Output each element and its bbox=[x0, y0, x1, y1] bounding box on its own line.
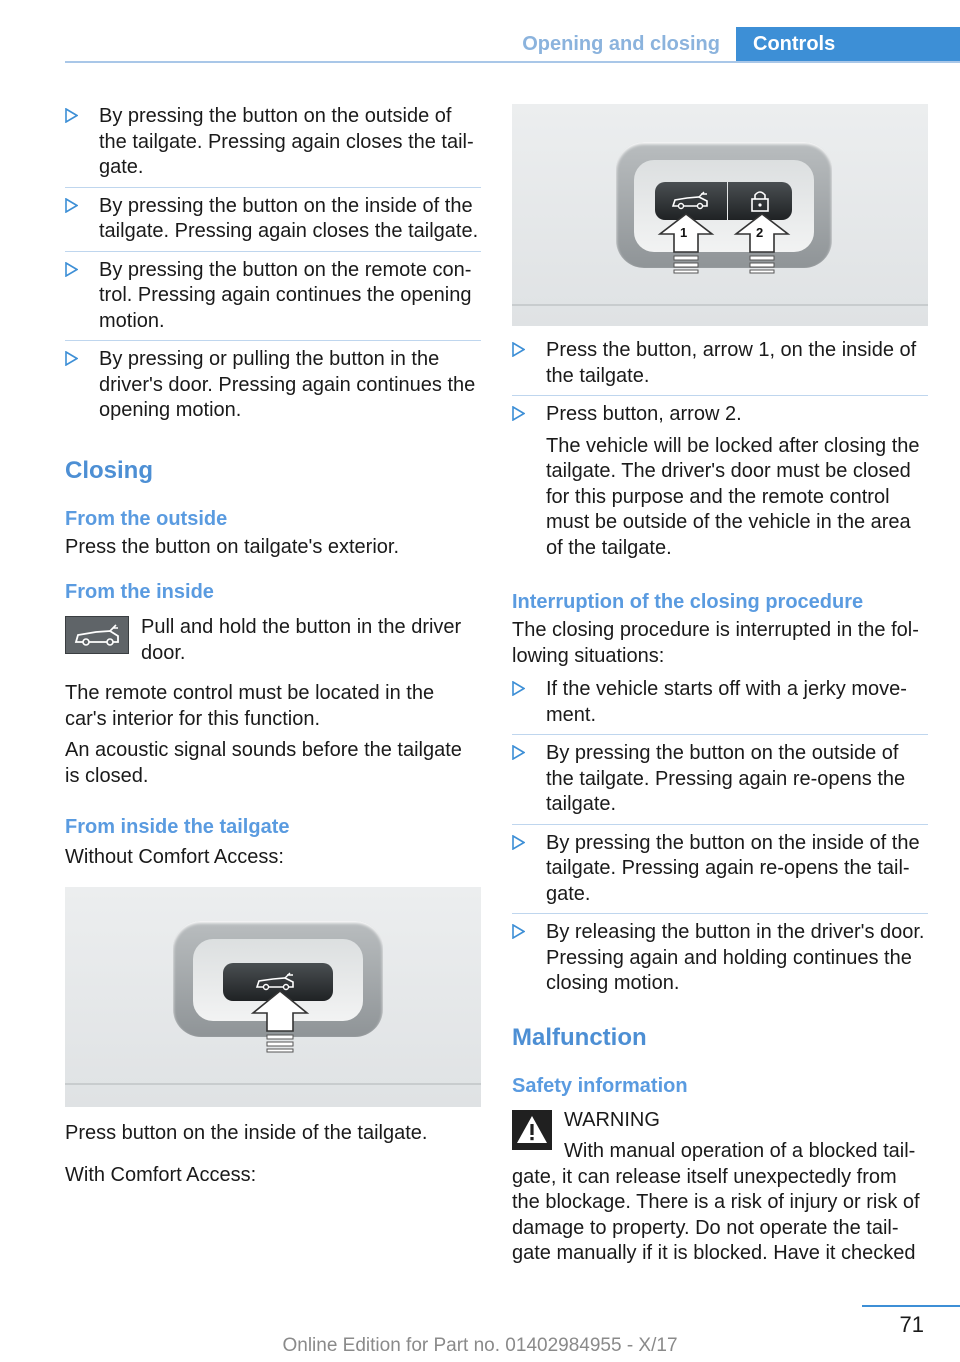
interruption-heading: Interruption of the closing procedure bbox=[512, 591, 864, 613]
list-item-text: By pressing the button on the remote con‐trol. Pressing again continues the opening motion. bbox=[99, 258, 472, 332]
triangle-bullet-icon bbox=[512, 406, 526, 422]
figure-seam bbox=[65, 1083, 481, 1085]
triangle-bullet-icon bbox=[65, 198, 79, 214]
figure-caption: Press button on the inside of the tailgate. bbox=[65, 1121, 428, 1144]
warning-text-line: With manual operation of a blocked tail‐ bbox=[564, 1140, 916, 1162]
two-button-figure bbox=[512, 104, 928, 326]
left-column bbox=[65, 104, 481, 1189]
triangle-bullet-icon bbox=[512, 745, 526, 761]
opening-list bbox=[65, 104, 481, 430]
list-item-subtext: The vehicle will be locked after closing the tailgate. The driver's door must be closed for this purpose and the remote control must be outside of the vehicle in the area of the tailgate. bbox=[546, 434, 920, 559]
figure-seam bbox=[512, 304, 928, 306]
closing-heading: Closing bbox=[65, 456, 153, 484]
inside-icon-text: Pull and hold the button in the driver door. bbox=[141, 616, 462, 664]
comfort-access-list bbox=[512, 338, 928, 567]
malfunction-heading: Malfunction bbox=[512, 1023, 647, 1051]
list-item-text: Press the button, arrow 1, on the inside of the tailgate. bbox=[546, 339, 917, 387]
header-section-title: Opening and closing bbox=[522, 33, 720, 55]
arrow-1-label: 1 bbox=[680, 225, 688, 240]
triangle-bullet-icon bbox=[512, 342, 526, 358]
header-chapter-tab: Controls bbox=[736, 27, 960, 61]
list-item bbox=[512, 338, 928, 396]
without-comfort-access-text: Without Comfort Access: bbox=[65, 846, 284, 868]
warning-text: gate, it can release itself unexpectedly from the blockage. There is a risk of injury or risk of damage to property. Do not operate the tail‐gate manually if it is blocked. Have it checked bbox=[512, 1165, 920, 1264]
from-inside-tailgate-heading: From inside the tailgate bbox=[65, 816, 290, 838]
list-item-text: By pressing or pulling the button in the driver's door. Pressing again continues the opening motion. bbox=[99, 348, 476, 421]
warning-block bbox=[512, 1108, 928, 1165]
safety-information-heading: Safety information bbox=[512, 1074, 688, 1097]
list-item-text: By pressing the button on the outside of the tailgate. Pressing again re-opens the tailgate. bbox=[546, 742, 906, 815]
triangle-bullet-icon bbox=[512, 835, 526, 851]
inside-icon-note bbox=[65, 615, 481, 666]
list-item-text: By pressing the button on the inside of the tailgate. Pressing again re-opens the tail‐gate. bbox=[546, 831, 920, 905]
arrow-icon bbox=[245, 987, 315, 1053]
interruption-list bbox=[512, 677, 928, 1003]
list-item-text: By pressing the button on the outside of the tailgate. Pressing again closes the tail‐gate. bbox=[99, 105, 474, 178]
from-outside-text: Press the button on tailgate's exterior. bbox=[65, 535, 400, 558]
list-item bbox=[512, 831, 928, 915]
warning-icon bbox=[512, 1110, 552, 1150]
list-item bbox=[65, 104, 481, 188]
footer-rule bbox=[862, 1305, 960, 1307]
list-item bbox=[512, 920, 928, 1003]
list-item bbox=[65, 258, 481, 342]
triangle-bullet-icon bbox=[65, 351, 79, 367]
triangle-bullet-icon bbox=[512, 681, 526, 697]
inside-paragraph-2: An acoustic signal sounds before the tailgate is closed. bbox=[65, 739, 462, 787]
page-number: 71 bbox=[899, 1312, 924, 1337]
tailgate-icon bbox=[65, 616, 129, 654]
interruption-text: The closing procedure is interrupted in the fol‐lowing situations: bbox=[512, 619, 919, 667]
list-item bbox=[65, 194, 481, 252]
arrow-2-label: 2 bbox=[756, 225, 764, 240]
right-column bbox=[512, 104, 928, 1267]
list-item-text: By pressing the button on the inside of the tailgate. Pressing again closes the tailgate. bbox=[99, 194, 479, 242]
triangle-bullet-icon bbox=[65, 108, 79, 124]
from-inside-heading: From the inside bbox=[65, 581, 214, 603]
list-item-text: Press button, arrow 2. bbox=[546, 403, 742, 425]
header-rule bbox=[65, 61, 960, 63]
inside-paragraph-1: The remote control must be located in the car's interior for this function. bbox=[65, 682, 435, 730]
list-item bbox=[512, 741, 928, 825]
warning-label: WARNING bbox=[564, 1108, 660, 1131]
with-comfort-access-text: With Comfort Access: bbox=[65, 1164, 257, 1186]
list-item bbox=[65, 347, 481, 430]
triangle-bullet-icon bbox=[512, 924, 526, 940]
list-item-text: By releasing the button in the driver's door. Pressing again and holding continues the closing motion. bbox=[546, 921, 925, 994]
triangle-bullet-icon bbox=[65, 262, 79, 278]
single-button-figure bbox=[65, 887, 481, 1107]
list-item bbox=[512, 677, 928, 735]
list-item-text: If the vehicle starts off with a jerky move‐ment. bbox=[546, 678, 907, 726]
list-item bbox=[512, 402, 928, 567]
from-outside-heading: From the outside bbox=[65, 507, 228, 530]
footer-edition: Online Edition for Part no. 01402984955 - X/17 bbox=[282, 1335, 678, 1356]
